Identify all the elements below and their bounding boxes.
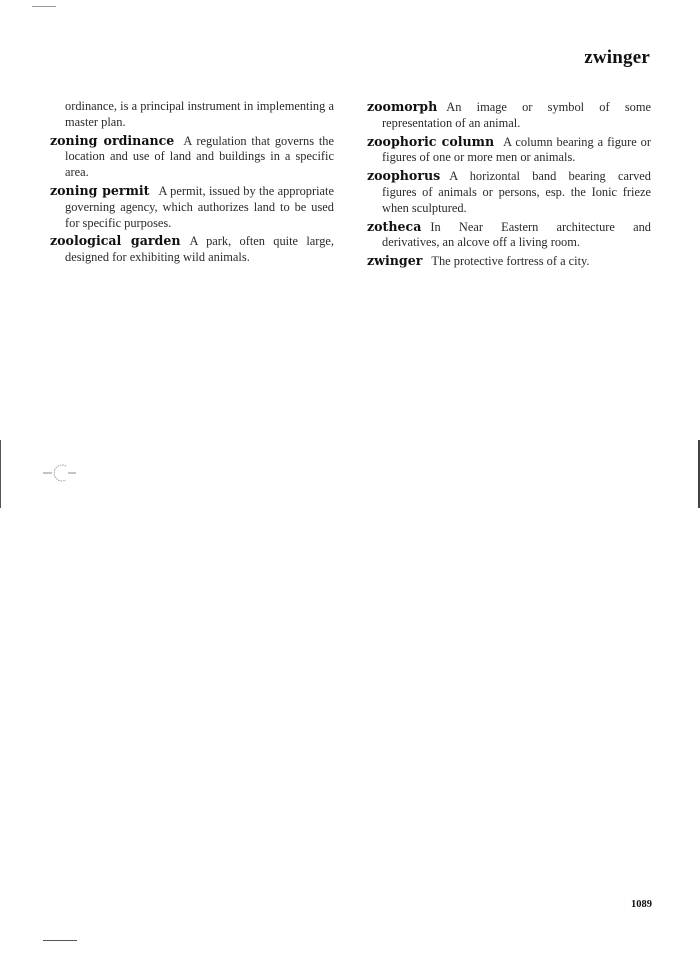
entry-definition: The protective fortress of a city. (431, 254, 590, 269)
dictionary-entry (367, 168, 651, 216)
dictionary-entry (50, 233, 334, 266)
entry-definition: A park, often quite large, designed for exhibiting wild animals. (65, 234, 334, 265)
left-column (50, 99, 334, 268)
crop-mark-top (32, 6, 56, 7)
entry-term: zwinger (367, 253, 423, 269)
entry-term: zoophoric column (367, 133, 495, 149)
page-edge-left (0, 440, 1, 508)
dictionary-entry (367, 219, 651, 252)
dictionary-entry (367, 134, 651, 167)
entry-term: zoomorph (367, 99, 438, 114)
entry-definition: A horizontal band bearing carved figures of animals or persons, esp. the Ionic frieze when sculptured. (382, 169, 651, 215)
entry-definition: A permit, issued by the appropriate governing agency, which authorizes land to be used for specific purposes. (65, 183, 334, 230)
continuation-text: ordinance, is a principal instrument in implementing a master plan. (65, 99, 334, 129)
entry-term: zoophorus (367, 168, 441, 184)
crop-mark-bottom (43, 940, 77, 941)
registration-mark-icon (42, 462, 78, 484)
entry-definition: An image or symbol of some representation of an animal. (382, 100, 651, 130)
running-head: zwinger (584, 47, 650, 68)
dictionary-entry (50, 183, 334, 231)
entry-definition: A column bearing a figure or figures of one or more men or animals. (382, 134, 651, 165)
entry-term: zoning permit (50, 182, 150, 198)
entry-definition: In Near Eastern architecture and derivatives, an alcove off a living room. (382, 219, 651, 250)
entry-term: zoning ordinance (50, 132, 175, 148)
right-column (367, 99, 651, 272)
dictionary-entry (367, 253, 651, 270)
entry-term: zoological garden (50, 233, 181, 249)
dictionary-entry (367, 99, 651, 132)
entry-definition: A regulation that governs the location and use of land and buildings in a specific area. (65, 133, 334, 180)
entry-term: zotheca (367, 218, 422, 234)
dictionary-entry (50, 133, 334, 181)
page-number: 1089 (631, 899, 652, 910)
